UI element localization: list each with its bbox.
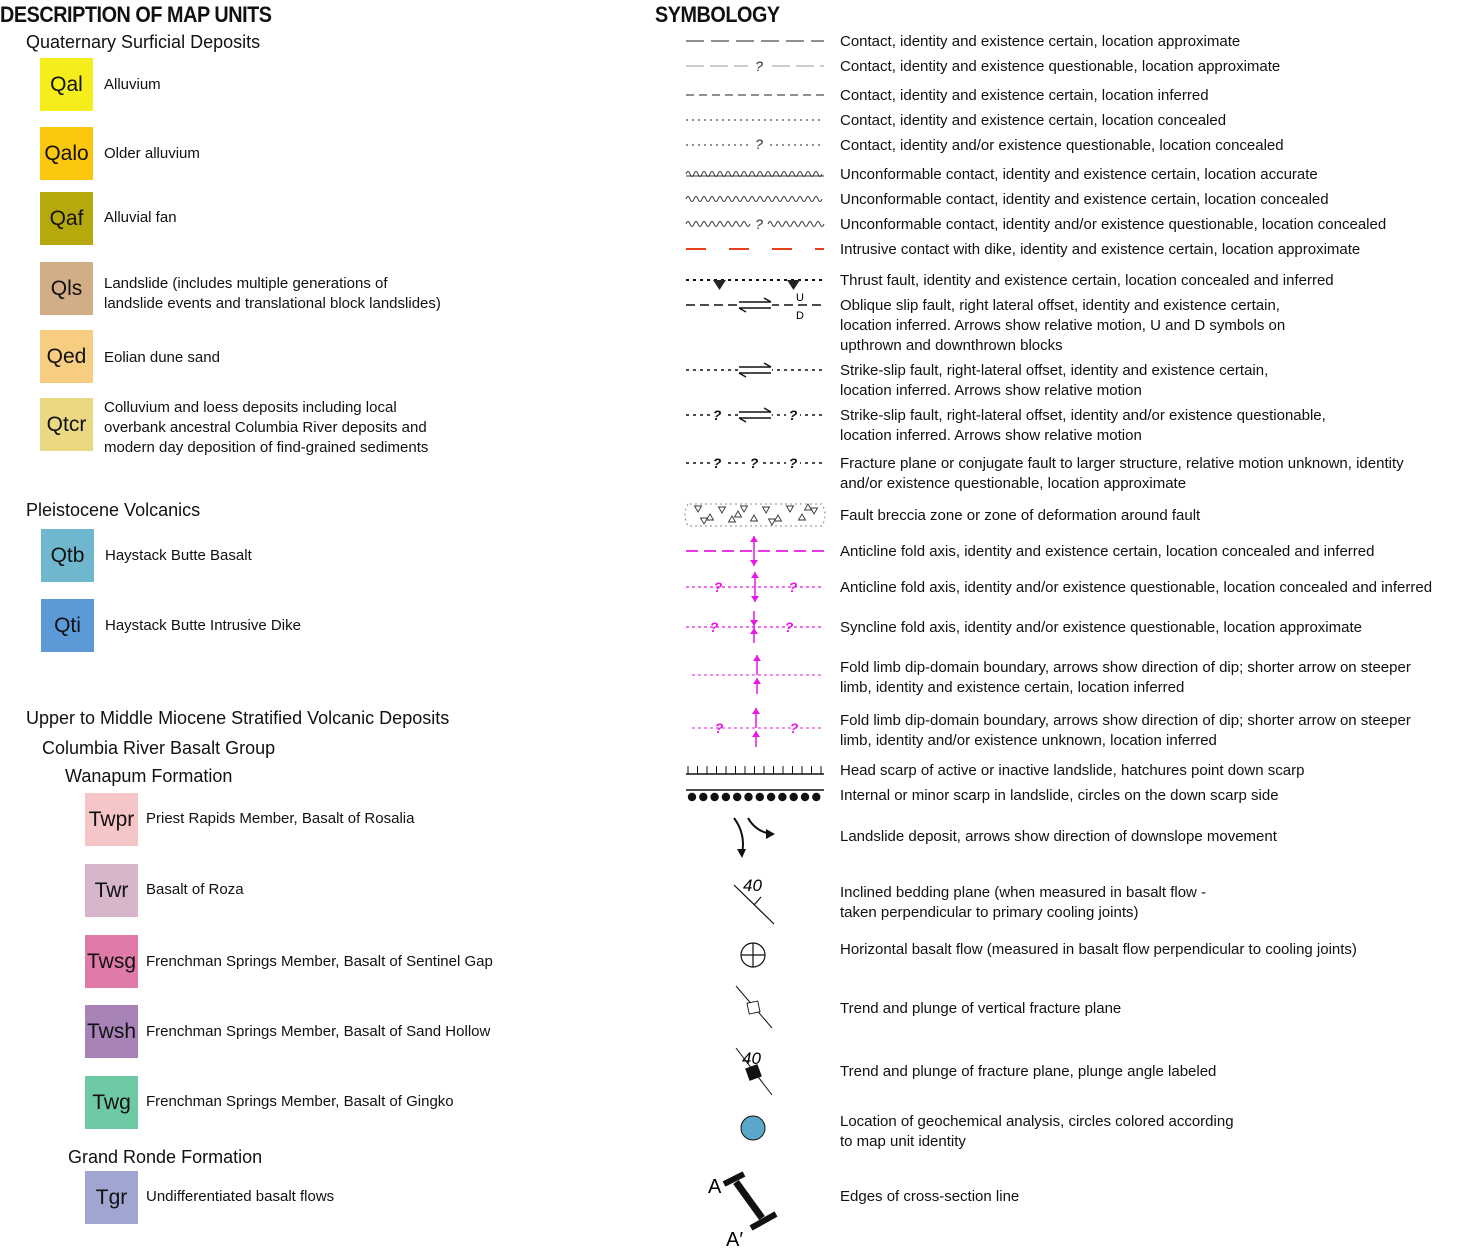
unit-swatch: Qaf bbox=[40, 192, 93, 245]
contact-approx-icon bbox=[686, 41, 826, 42]
svg-text:?: ? bbox=[749, 455, 759, 471]
svg-text:D: D bbox=[796, 310, 804, 322]
section-pleistocene: Pleistocene Volcanics bbox=[26, 500, 201, 520]
symbol-description bbox=[840, 1062, 1216, 1082]
symbol-description-line: Oblique slip fault, right lateral offset, identity and existence certain, bbox=[840, 297, 1280, 314]
strike-slip-certain-icon bbox=[686, 370, 826, 371]
contact-inferred-icon bbox=[686, 95, 826, 96]
unit-description-line: Haystack Butte Intrusive Dike bbox=[105, 617, 301, 634]
unit-description-line: Priest Rapids Member, Basalt of Rosalia bbox=[146, 810, 415, 827]
unit-swatch: Qls bbox=[40, 262, 93, 315]
symbol-description bbox=[840, 786, 1279, 806]
section-quaternary: Quaternary Surficial Deposits bbox=[26, 32, 261, 52]
contact-questionable-approx-icon bbox=[686, 58, 826, 74]
symbology-header: SYMBOLOGY bbox=[655, 2, 780, 27]
svg-text:?: ? bbox=[789, 720, 799, 736]
svg-text:?: ? bbox=[788, 407, 798, 423]
symbol-description bbox=[840, 1112, 1234, 1152]
symbol-description-line: and/or existence questionable, location approximate bbox=[840, 475, 1187, 492]
strike-slip-questionable-icon bbox=[686, 407, 826, 423]
symbol-description-line: Strike-slip fault, right-lateral offset, identity and existence certain, bbox=[840, 362, 1269, 379]
symbol-description bbox=[840, 271, 1334, 291]
unit-swatch: Twg bbox=[85, 1076, 138, 1129]
fracture-plane-icon bbox=[686, 455, 826, 471]
symbol-description bbox=[840, 136, 1284, 156]
symbol-description-line: Unconformable contact, identity and/or existence questionable, location concealed bbox=[840, 216, 1387, 233]
symbol-description-line: location inferred. Arrows show relative motion bbox=[840, 382, 1142, 399]
unit-description-line: modern day deposition of find-grained sediments bbox=[104, 439, 429, 456]
unit-description-line: Alluvial fan bbox=[104, 209, 177, 226]
symbol-description-line: Location of geochemical analysis, circles colored according bbox=[840, 1113, 1234, 1130]
symbol-description bbox=[840, 86, 1209, 106]
svg-text:?: ? bbox=[755, 136, 763, 152]
svg-text:?: ? bbox=[788, 579, 798, 595]
symbol-description bbox=[840, 658, 1411, 698]
symbol-description bbox=[840, 618, 1362, 638]
symbol-description bbox=[840, 999, 1121, 1019]
symbol-description-line: Unconformable contact, identity and existence certain, location concealed bbox=[840, 191, 1329, 208]
symbol-description-line: Trend and plunge of vertical fracture plane bbox=[840, 1000, 1122, 1017]
unit-description-line: Frenchman Springs Member, Basalt of Sand Hollow bbox=[146, 1023, 491, 1040]
symbol-description bbox=[840, 406, 1326, 446]
contact-concealed-icon bbox=[686, 120, 826, 121]
symbol-description-line: Contact, identity and existence questionable, location approximate bbox=[840, 58, 1281, 75]
symbol-description-line: Fold limb dip-domain boundary, arrows show direction of dip; shorter arrow on steeper bbox=[840, 712, 1411, 729]
svg-text:?: ? bbox=[713, 579, 723, 595]
svg-text:?: ? bbox=[788, 455, 798, 471]
anticline-questionable-icon bbox=[686, 579, 826, 595]
symbol-description-line: Inclined bedding plane (when measured in basalt flow - bbox=[840, 884, 1207, 901]
svg-text:?: ? bbox=[784, 619, 794, 635]
svg-text:?: ? bbox=[712, 455, 722, 471]
symbol-description-line: Anticline fold axis, identity and existence certain, location concealed and inferred bbox=[840, 543, 1375, 560]
unit-description-line: Frenchman Springs Member, Basalt of Gingko bbox=[146, 1093, 454, 1110]
svg-text:U: U bbox=[796, 292, 804, 304]
svg-text:?: ? bbox=[709, 619, 719, 635]
symbol-description-line: location inferred. Arrows show relative motion bbox=[840, 427, 1142, 444]
head-scarp-icon bbox=[686, 770, 826, 771]
oblique-slip-fault-icon bbox=[686, 292, 826, 322]
section-grand-ronde: Grand Ronde Formation bbox=[68, 1147, 263, 1167]
fold-limb-unknown-icon bbox=[686, 720, 826, 736]
unit-description-line: Alluvium bbox=[104, 76, 161, 93]
symbol-description bbox=[840, 711, 1411, 751]
symbol-description-line: to map unit identity bbox=[840, 1133, 966, 1150]
unit-swatch: Qtb bbox=[41, 529, 94, 582]
symbol-description-line: Unconformable contact, identity and existence certain, location accurate bbox=[840, 166, 1318, 183]
unit-description-line: overbank ancestral Columbia River deposits and bbox=[104, 419, 427, 436]
symbol-description-line: upthrown and downthrown blocks bbox=[840, 337, 1063, 354]
symbol-description-line: Contact, identity and existence certain, location approximate bbox=[840, 33, 1241, 50]
svg-text:?: ? bbox=[712, 407, 722, 423]
unit-description-line: Frenchman Springs Member, Basalt of Sentinel Gap bbox=[146, 953, 493, 970]
symbol-description bbox=[840, 296, 1285, 356]
svg-text:A′: A′ bbox=[726, 1229, 744, 1251]
syncline-questionable-icon bbox=[686, 619, 826, 635]
symbol-description-line: taken perpendicular to primary cooling joints) bbox=[840, 904, 1139, 921]
svg-text:40: 40 bbox=[743, 876, 762, 895]
svg-text:?: ? bbox=[755, 216, 763, 232]
symbol-description-line: Contact, identity and/or existence questionable, location concealed bbox=[840, 137, 1284, 154]
svg-text:A: A bbox=[708, 1176, 722, 1198]
unit-swatch: Qed bbox=[40, 330, 93, 383]
unit-swatch: Twsh bbox=[85, 1005, 138, 1058]
unit-description-line: Haystack Butte Basalt bbox=[105, 547, 252, 564]
anticline-certain-icon bbox=[686, 551, 826, 552]
symbol-description-line: Trend and plunge of fracture plane, plunge angle labeled bbox=[840, 1063, 1217, 1080]
svg-text:40: 40 bbox=[742, 1049, 761, 1068]
geochem-location-icon bbox=[686, 1121, 826, 1122]
symbol-description-line: Intrusive contact with dike, identity and existence certain, location approximate bbox=[840, 241, 1361, 258]
symbol-description-line: Strike-slip fault, right-lateral offset, identity and/or existence questionable, bbox=[840, 407, 1326, 424]
unit-swatch: Twr bbox=[85, 864, 138, 917]
symbol-description bbox=[840, 940, 1357, 960]
section-wanapum: Wanapum Formation bbox=[65, 766, 233, 786]
symbol-description bbox=[840, 827, 1277, 847]
internal-scarp-icon bbox=[686, 795, 826, 796]
unit-swatch: Qalo bbox=[40, 127, 93, 180]
unconformable-questionable-icon bbox=[686, 216, 826, 232]
svg-text:?: ? bbox=[755, 58, 763, 74]
symbol-description-line: Thrust fault, identity and existence certain, location concealed and inferred bbox=[840, 272, 1334, 289]
unit-swatch: Twpr bbox=[85, 793, 138, 846]
symbol-description-line: location inferred. Arrows show relative motion, U and D symbols on bbox=[840, 317, 1286, 334]
symbol-description bbox=[840, 506, 1200, 526]
symbol-description bbox=[840, 454, 1404, 494]
symbol-description-line: Fault breccia zone or zone of deformation around fault bbox=[840, 507, 1201, 524]
unit-description-line: Colluvium and loess deposits including local bbox=[104, 399, 397, 416]
symbol-description bbox=[840, 578, 1432, 598]
horizontal-flow-icon bbox=[686, 949, 826, 950]
symbol-description-line: limb, identity and/or existence unknown, location inferred bbox=[840, 732, 1217, 749]
fold-limb-certain-icon bbox=[686, 667, 826, 668]
symbol-description-line: Head scarp of active or inactive landslide, hatchures point down scarp bbox=[840, 762, 1305, 779]
vertical-fracture-icon bbox=[686, 1008, 826, 1009]
fracture-plunge-icon bbox=[686, 1049, 826, 1072]
unit-description-line: Basalt of Roza bbox=[146, 881, 244, 898]
symbol-description bbox=[840, 542, 1375, 562]
inclined-bedding-icon bbox=[686, 876, 826, 895]
symbol-description bbox=[840, 190, 1329, 210]
section-crbg: Columbia River Basalt Group bbox=[42, 738, 276, 758]
unit-description-line: landslide events and translational block landslides) bbox=[104, 295, 441, 312]
symbol-description bbox=[840, 165, 1318, 185]
unconformable-concealed-icon bbox=[686, 199, 826, 200]
unit-swatch: Qtcr bbox=[40, 398, 93, 451]
symbol-description-line: Internal or minor scarp in landslide, circles on the down scarp side bbox=[840, 787, 1279, 804]
contact-questionable-concealed-icon bbox=[686, 136, 826, 152]
landslide-deposit-icon bbox=[686, 836, 826, 837]
unit-description-line: Eolian dune sand bbox=[104, 349, 220, 366]
thrust-fault-icon bbox=[686, 280, 826, 281]
symbol-description bbox=[840, 883, 1206, 923]
intrusive-contact-icon bbox=[686, 249, 826, 250]
section-miocene: Upper to Middle Miocene Stratified Volcanic Deposits bbox=[26, 708, 450, 728]
symbol-description-line: Contact, identity and existence certain, location inferred bbox=[840, 87, 1209, 104]
cross-section-icon bbox=[686, 1176, 826, 1251]
symbol-description-line: Syncline fold axis, identity and/or existence questionable, location approximate bbox=[840, 619, 1362, 636]
svg-text:?: ? bbox=[714, 720, 724, 736]
symbol-description-line: Fracture plane or conjugate fault to larger structure, relative motion unknown, identity bbox=[840, 455, 1404, 472]
symbol-description bbox=[840, 240, 1360, 260]
symbol-description-line: Fold limb dip-domain boundary, arrows show direction of dip; shorter arrow on steeper bbox=[840, 659, 1411, 676]
symbol-description bbox=[840, 1187, 1019, 1207]
symbol-description bbox=[840, 215, 1386, 235]
unit-description-line: Older alluvium bbox=[104, 145, 200, 162]
fault-breccia-icon bbox=[686, 515, 826, 516]
units-header: DESCRIPTION OF MAP UNITS bbox=[0, 2, 272, 27]
symbol-description bbox=[840, 111, 1226, 131]
symbol-description-line: Anticline fold axis, identity and/or existence questionable, location concealed and inferred bbox=[840, 579, 1433, 596]
unconformable-accurate-icon bbox=[686, 174, 826, 175]
unit-swatch: Tgr bbox=[85, 1171, 138, 1224]
unit-description-line: Landslide (includes multiple generations of bbox=[104, 275, 388, 292]
symbol-description bbox=[840, 361, 1268, 401]
symbol-description-line: Contact, identity and existence certain, location concealed bbox=[840, 112, 1227, 129]
symbol-description bbox=[840, 32, 1240, 52]
symbol-description-line: Landslide deposit, arrows show direction of downslope movement bbox=[840, 828, 1277, 845]
symbol-description-line: limb, identity and existence certain, location inferred bbox=[840, 679, 1185, 696]
unit-swatch: Twsg bbox=[85, 935, 138, 988]
unit-swatch: Qti bbox=[41, 599, 94, 652]
symbol-description bbox=[840, 57, 1280, 77]
unit-swatch: Qal bbox=[40, 58, 93, 111]
unit-description-line: Undifferentiated basalt flows bbox=[146, 1188, 335, 1205]
symbol-description-line: Horizontal basalt flow (measured in basalt flow perpendicular to cooling joints) bbox=[840, 941, 1357, 958]
symbol-description-line: Edges of cross-section line bbox=[840, 1188, 1020, 1205]
symbol-description bbox=[840, 761, 1304, 781]
